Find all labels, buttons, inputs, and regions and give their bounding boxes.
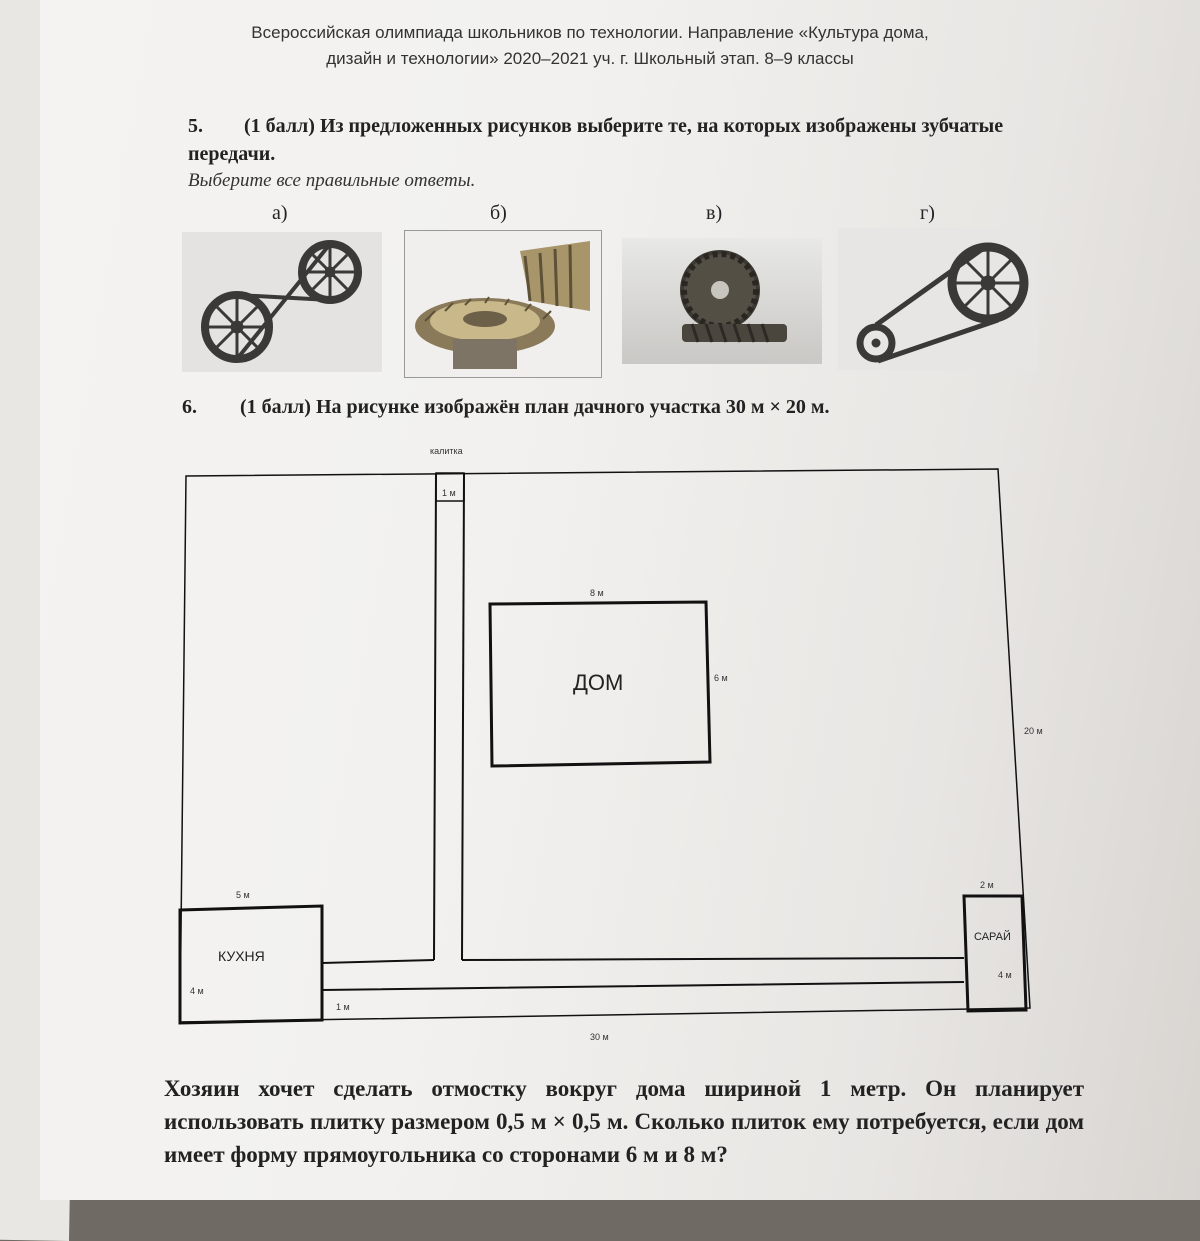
kitchen-height-label: 4 м bbox=[190, 986, 204, 996]
path-width-label: 1 м bbox=[442, 488, 456, 498]
question-6-text: (1 балл) На рисунке изображён план дачного участка 30 м × 20 м. bbox=[240, 396, 830, 418]
kitchen-outline bbox=[180, 906, 322, 1023]
question-5-text: (1 балл) Из предложенных рисунков выберите те, на которых изображены зубчатые передачи. bbox=[188, 115, 1004, 165]
shed-height-label: 4 м bbox=[998, 970, 1012, 980]
house-width-label: 8 м bbox=[590, 588, 604, 598]
option-c-label: в) bbox=[706, 202, 723, 224]
header-line-2: дизайн и технологии» 2020–2021 уч. г. Школьный этап. 8–9 классы bbox=[326, 49, 854, 68]
shed-outline bbox=[964, 896, 1026, 1011]
option-b-label: б) bbox=[490, 202, 507, 224]
kitchen-width-label: 5 м bbox=[236, 890, 250, 900]
worksheet-page bbox=[40, 0, 1200, 1200]
question-5-number: 5. bbox=[188, 115, 203, 137]
plot-boundary bbox=[180, 469, 1030, 1022]
question-6-task-text: Хозяин хочет сделать отмостку вокруг дома шириной 1 метр. Он планирует использовать плитку размером 0,5 м × 0,5 м. Сколько плиток ему потребуется, если дом имеет форму прямоугольника со сторонами 6 м и 8 м? bbox=[164, 1076, 1084, 1167]
horizontal-path bbox=[322, 958, 964, 990]
bottom-path-label: 1 м bbox=[336, 1002, 350, 1012]
shed-width-label: 2 м bbox=[980, 880, 994, 890]
dacha-plot-plan bbox=[40, 0, 1200, 1200]
question-6-number: 6. bbox=[182, 396, 197, 418]
house-label: ДОМ bbox=[573, 670, 624, 695]
vertical-path bbox=[434, 474, 464, 960]
question-5-hint: Выберите все правильные ответы. bbox=[188, 170, 476, 191]
house-height-label: 6 м bbox=[714, 673, 728, 683]
shed-label: САРАЙ bbox=[974, 931, 1011, 943]
header-line-1: Всероссийская олимпиада школьников по технологии. Направление «Культура дома, bbox=[251, 23, 929, 42]
gate-label: калитка bbox=[430, 446, 463, 456]
option-a-label: а) bbox=[272, 202, 288, 224]
plot-height-label: 20 м bbox=[1024, 726, 1043, 736]
option-d-label: г) bbox=[920, 202, 935, 224]
plot-width-label: 30 м bbox=[590, 1032, 609, 1042]
kitchen-label: КУХНЯ bbox=[218, 948, 265, 964]
